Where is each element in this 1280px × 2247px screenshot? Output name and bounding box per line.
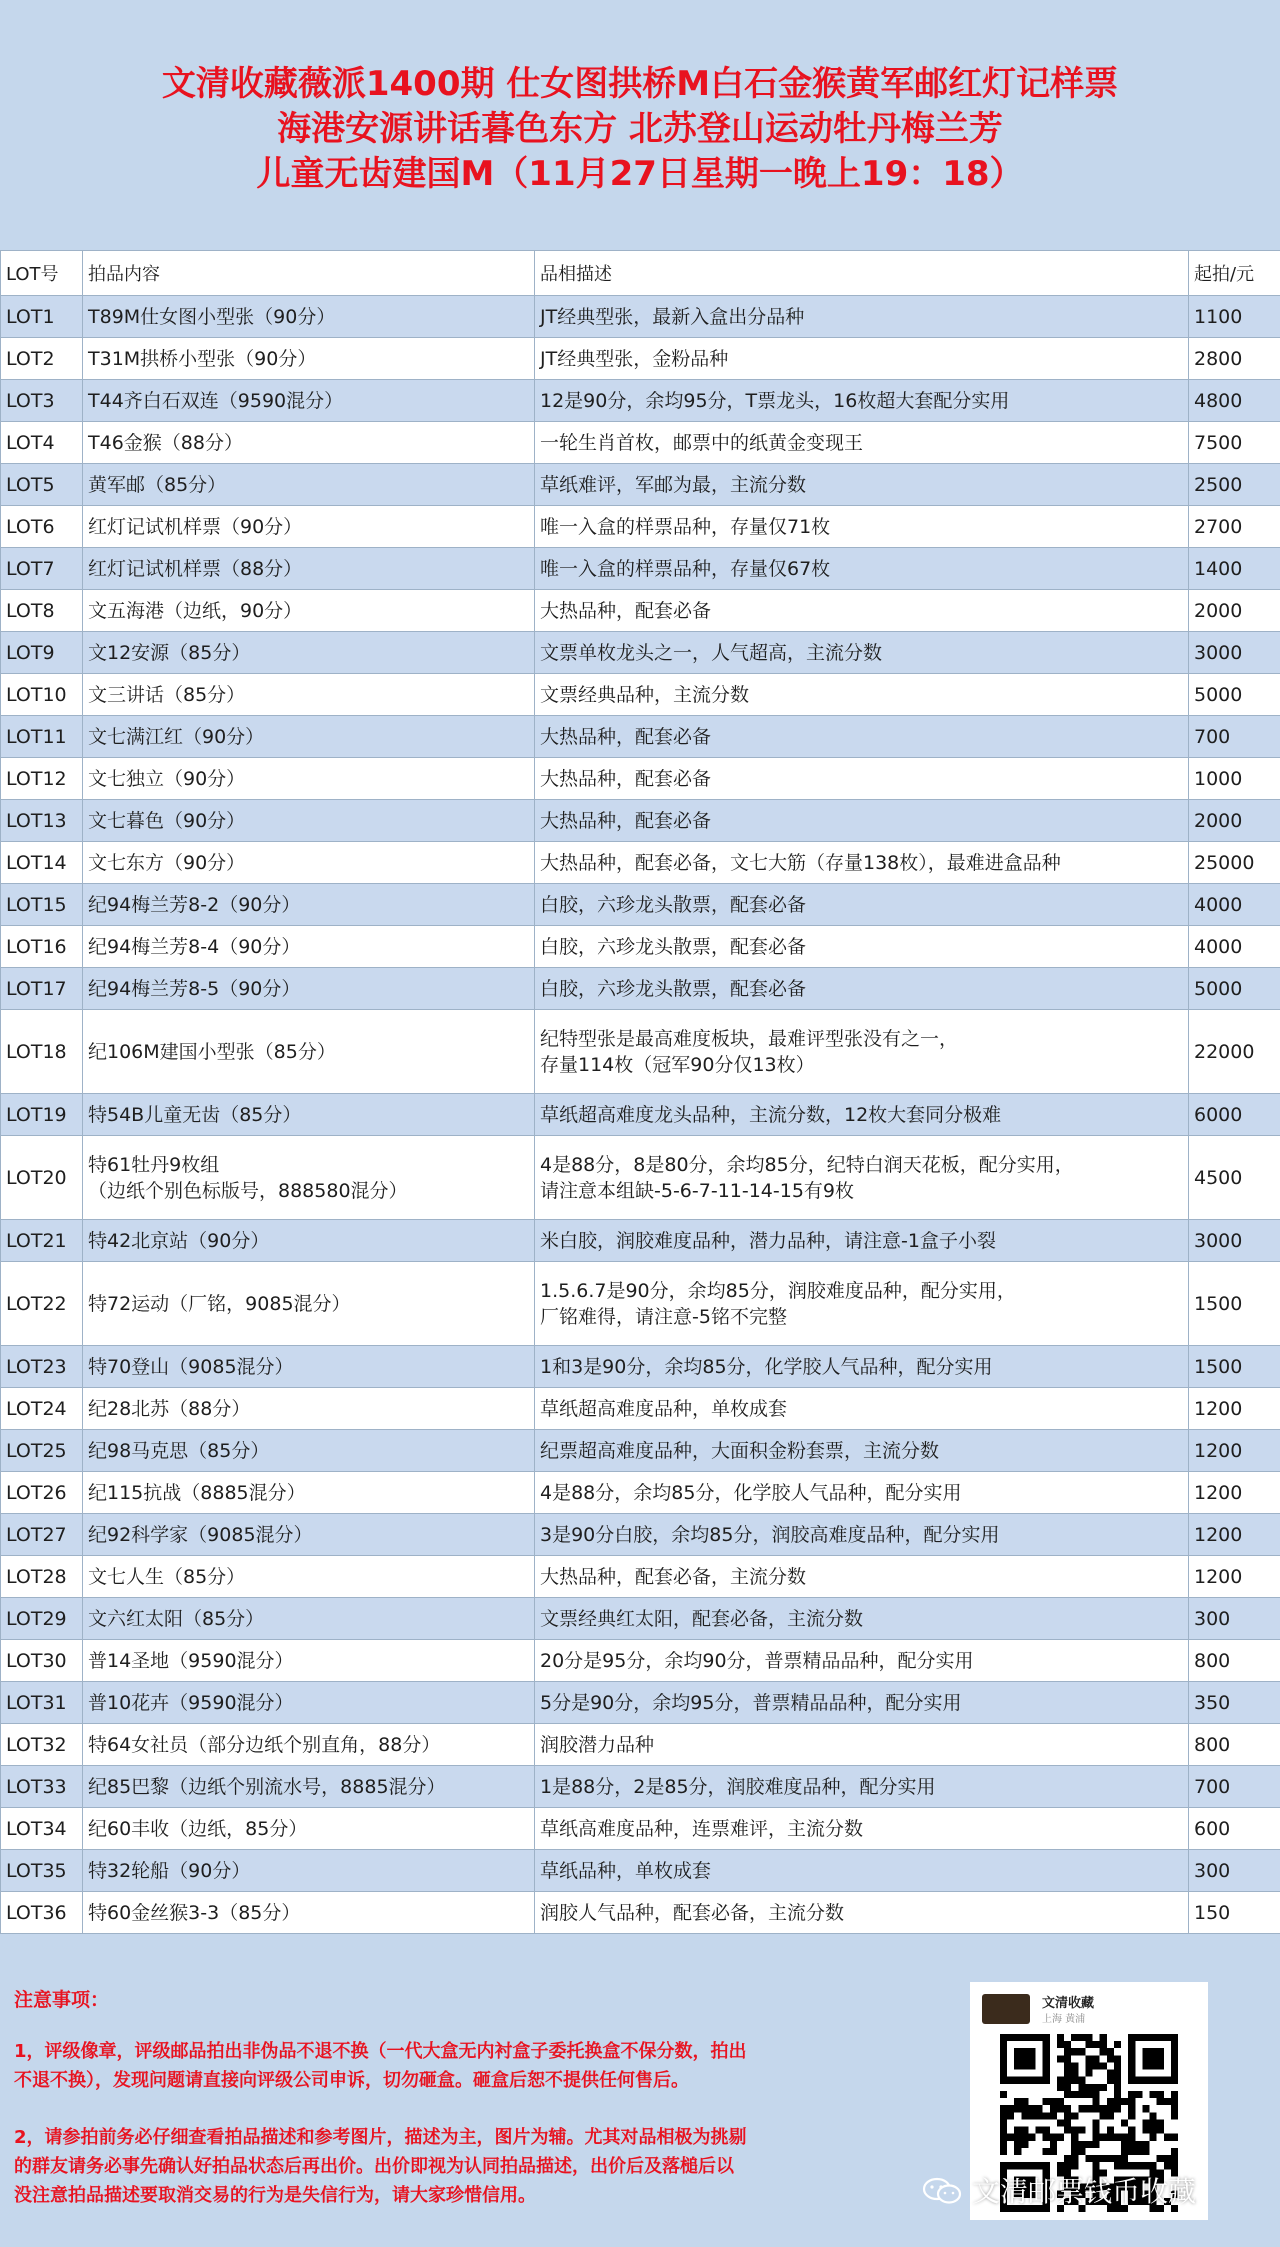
lot-item-line: 纪92科学家（9085混分）	[88, 1523, 313, 1546]
lot-number: LOT30	[1, 1640, 83, 1682]
lot-condition-line: 白胶，六珍龙头散票，配套必备	[540, 977, 807, 1000]
qr-location: 上海 黄浦	[1042, 2014, 1086, 2025]
lot-condition-line: 大热品种，配套必备，文七大筋（存量138枚），最难进盒品种	[540, 851, 1061, 874]
lot-condition-line: 大热品种，配套必备	[540, 599, 712, 622]
lot-condition-line: 纪特型张是最高难度板块，最难评型张没有之一，	[540, 1027, 959, 1050]
lot-condition	[535, 884, 1189, 926]
lot-item-line: 特60金丝猴3-3（85分）	[88, 1901, 301, 1924]
table-row	[1, 1808, 1280, 1850]
lot-item	[83, 1220, 535, 1262]
lot-condition	[535, 1640, 1189, 1682]
lot-table-body	[1, 296, 1280, 1934]
lot-item	[83, 758, 535, 800]
note-2-line: 的群友请务必事先确认好拍品状态后再出价。出价即视为认同拍品描述，出价后及落槌后以	[14, 2156, 734, 2177]
note-1	[14, 2037, 884, 2095]
lot-item	[83, 338, 535, 380]
lot-number: LOT20	[1, 1136, 83, 1220]
lot-number: LOT2	[1, 338, 83, 380]
lot-price: 2800	[1189, 338, 1280, 380]
lot-condition	[535, 548, 1189, 590]
lot-number: LOT13	[1, 800, 83, 842]
lot-price: 800	[1189, 1640, 1280, 1682]
note-1-line: 1，评级像章，评级邮品拍出非伪品不退不换（一代大盒无内衬盒子委托换盒不保分数，拍出	[14, 2041, 747, 2062]
lot-number: LOT14	[1, 842, 83, 884]
shop-logo-icon	[982, 1994, 1030, 2024]
table-row	[1, 1010, 1280, 1094]
lot-number: LOT15	[1, 884, 83, 926]
lot-condition	[535, 1472, 1189, 1514]
auction-title-line-2: 海港安源讲话暮色东方 北苏登山运动牡丹梅兰芳	[277, 109, 1003, 149]
lot-item	[83, 590, 535, 632]
lot-item	[83, 1724, 535, 1766]
lot-price: 1200	[1189, 1430, 1280, 1472]
lot-price: 1200	[1189, 1472, 1280, 1514]
lot-item-line: 纪94梅兰芳8-2（90分）	[88, 893, 301, 916]
lot-condition	[535, 590, 1189, 632]
lot-price: 1200	[1189, 1388, 1280, 1430]
lot-condition	[535, 1220, 1189, 1262]
lot-item-line: 纪85巴黎（边纸个别流水号，8885混分）	[88, 1775, 446, 1798]
lot-table-header	[1, 251, 1280, 296]
lot-number: LOT36	[1, 1892, 83, 1934]
lot-price: 25000	[1189, 842, 1280, 884]
lot-condition	[535, 674, 1189, 716]
lot-price: 2000	[1189, 800, 1280, 842]
lot-item	[83, 926, 535, 968]
title-block	[0, 0, 1280, 250]
qr-brand-name: 文清收藏	[1042, 1996, 1095, 2011]
lot-number: LOT4	[1, 422, 83, 464]
lot-condition	[535, 1262, 1189, 1346]
lot-condition-line: 润胶潜力品种	[540, 1733, 655, 1756]
lot-item-line: 文七满江红（90分）	[88, 725, 265, 748]
lot-condition	[535, 1136, 1189, 1220]
lot-item-line: 特72运动（厂铭，9085混分）	[88, 1292, 351, 1315]
table-row	[1, 884, 1280, 926]
lot-condition-line: 存量114枚（冠军90分仅13枚）	[540, 1053, 815, 1076]
lot-number: LOT28	[1, 1556, 83, 1598]
lot-item	[83, 1514, 535, 1556]
lot-price: 6000	[1189, 1094, 1280, 1136]
lot-condition-line: 白胶，六珍龙头散票，配套必备	[540, 935, 807, 958]
table-row	[1, 968, 1280, 1010]
lot-item	[83, 674, 535, 716]
table-row	[1, 1556, 1280, 1598]
lot-item-line: 文七人生（85分）	[88, 1565, 246, 1588]
lot-price: 4800	[1189, 380, 1280, 422]
lot-price: 4000	[1189, 926, 1280, 968]
lot-condition	[535, 1346, 1189, 1388]
lot-price: 150	[1189, 1892, 1280, 1934]
table-row	[1, 548, 1280, 590]
lot-item-line: 红灯记试机样票（90分）	[88, 515, 303, 538]
lot-item-line: 普10花卉（9590混分）	[88, 1691, 294, 1714]
table-row	[1, 1850, 1280, 1892]
lot-item	[83, 1472, 535, 1514]
lot-condition-line: 4是88分，余均85分，化学胶人气品种，配分实用	[540, 1481, 962, 1504]
lot-condition-line: 5分是90分，余均95分，普票精品品种，配分实用	[540, 1691, 962, 1714]
lot-condition	[535, 1850, 1189, 1892]
lot-item-line: 黄军邮（85分）	[88, 473, 227, 496]
lot-item	[83, 548, 535, 590]
lot-condition-line: 草纸难评，军邮为最，主流分数	[540, 473, 807, 496]
lot-number: LOT16	[1, 926, 83, 968]
lot-price: 1200	[1189, 1514, 1280, 1556]
wechat-icon	[922, 2176, 962, 2206]
table-row	[1, 842, 1280, 884]
lot-item	[83, 296, 535, 338]
lot-price: 1500	[1189, 1346, 1280, 1388]
lot-condition	[535, 1388, 1189, 1430]
lot-condition-line: 4是88分，8是80分，余均85分，纪特白润天花板，配分实用，	[540, 1153, 1074, 1176]
lot-item	[83, 1010, 535, 1094]
notes-heading: 注意事项：	[14, 1989, 110, 2011]
lot-item-line: 特70登山（9085混分）	[88, 1355, 294, 1378]
lot-condition	[535, 1682, 1189, 1724]
lot-price: 2000	[1189, 590, 1280, 632]
lot-condition	[535, 1892, 1189, 1934]
lot-item-line: 纪115抗战（8885混分）	[88, 1481, 306, 1504]
lot-item	[83, 1850, 535, 1892]
lot-condition-line: 12是90分，余均95分，T票龙头，16枚超大套配分实用	[540, 389, 1010, 412]
lot-item	[83, 716, 535, 758]
table-row	[1, 1682, 1280, 1724]
lot-item-line: 特32轮船（90分）	[88, 1859, 251, 1882]
lot-item-line: 普14圣地（9590混分）	[88, 1649, 294, 1672]
lot-item	[83, 842, 535, 884]
lot-item	[83, 1556, 535, 1598]
lot-item	[83, 632, 535, 674]
lot-condition	[535, 968, 1189, 1010]
header-starting-price: 起拍/元	[1189, 251, 1280, 296]
lot-condition-line: 1.5.6.7是90分，余均85分，润胶难度品种，配分实用，	[540, 1279, 1016, 1302]
note-1-line: 不退不换），发现问题请直接向评级公司申诉，切勿砸盒。砸盒后恕不提供任何售后。	[14, 2070, 689, 2091]
lot-condition	[535, 1556, 1189, 1598]
lot-condition	[535, 800, 1189, 842]
table-row	[1, 674, 1280, 716]
lot-item	[83, 1766, 535, 1808]
lot-item-line: T89M仕女图小型张（90分）	[88, 305, 336, 328]
lot-condition-line: 大热品种，配套必备	[540, 767, 712, 790]
lot-number: LOT35	[1, 1850, 83, 1892]
lot-item	[83, 968, 535, 1010]
lot-number: LOT21	[1, 1220, 83, 1262]
table-row	[1, 1598, 1280, 1640]
lot-number: LOT34	[1, 1808, 83, 1850]
table-row	[1, 1514, 1280, 1556]
lot-condition-line: 大热品种，配套必备	[540, 725, 712, 748]
lot-condition	[535, 758, 1189, 800]
lot-number: LOT12	[1, 758, 83, 800]
lot-number: LOT8	[1, 590, 83, 632]
lot-price: 1000	[1189, 758, 1280, 800]
note-2-line: 2，请参拍前务必仔细查看拍品描述和参考图片，描述为主，图片为辅。尤其对品相极为挑剔	[14, 2127, 747, 2148]
table-row	[1, 1388, 1280, 1430]
table-row	[1, 1766, 1280, 1808]
table-row	[1, 926, 1280, 968]
lot-item-line: T31M拱桥小型张（90分）	[88, 347, 317, 370]
lot-condition-line: 草纸高难度品种，连票难评，主流分数	[540, 1817, 864, 1840]
lot-condition-line: 米白胶，润胶难度品种，潜力品种，请注意-1盒子小裂	[540, 1229, 996, 1252]
lot-condition-line: 厂铭难得，请注意-5铭不完整	[540, 1305, 787, 1328]
lot-condition-line: 草纸超高难度龙头品种，主流分数，12枚大套同分极难	[540, 1103, 1002, 1126]
lot-item-line: 纪28北苏（88分）	[88, 1397, 251, 1420]
lot-item-line: 文三讲话（85分）	[88, 683, 246, 706]
table-row	[1, 422, 1280, 464]
table-row	[1, 1346, 1280, 1388]
table-row	[1, 1724, 1280, 1766]
lot-item-line: 文六红太阳（85分）	[88, 1607, 265, 1630]
lot-item	[83, 422, 535, 464]
lot-condition-line: 一轮生肖首枚，邮票中的纸黄金变现王	[540, 431, 864, 454]
lot-condition	[535, 716, 1189, 758]
lot-condition-line: JT经典型张，金粉品种	[540, 347, 729, 370]
lot-condition-line: 文票经典品种，主流分数	[540, 683, 750, 706]
table-row	[1, 716, 1280, 758]
table-row	[1, 464, 1280, 506]
lot-condition	[535, 1724, 1189, 1766]
lot-item	[83, 506, 535, 548]
lot-condition	[535, 296, 1189, 338]
table-row	[1, 296, 1280, 338]
note-2-line: 没注意拍品描述要取消交易的行为是失信行为，请大家珍惜信用。	[14, 2185, 536, 2206]
lot-number: LOT27	[1, 1514, 83, 1556]
lot-item-line: 纪94梅兰芳8-4（90分）	[88, 935, 301, 958]
lot-condition	[535, 1010, 1189, 1094]
lot-price: 3000	[1189, 1220, 1280, 1262]
lot-item-line: （边纸个别色标版号，888580混分）	[88, 1179, 408, 1202]
lot-price: 350	[1189, 1682, 1280, 1724]
table-row	[1, 800, 1280, 842]
header-lot-number: LOT号	[1, 251, 83, 296]
lot-condition	[535, 1430, 1189, 1472]
table-row	[1, 590, 1280, 632]
lot-price: 800	[1189, 1724, 1280, 1766]
table-row	[1, 1640, 1280, 1682]
lot-item	[83, 800, 535, 842]
lot-number: LOT1	[1, 296, 83, 338]
lot-item	[83, 1598, 535, 1640]
lot-price: 300	[1189, 1850, 1280, 1892]
lot-condition-line: 草纸品种，单枚成套	[540, 1859, 712, 1882]
lot-item-line: 特54B儿童无齿（85分）	[88, 1103, 302, 1126]
lot-price: 2700	[1189, 506, 1280, 548]
lot-price: 22000	[1189, 1010, 1280, 1094]
table-row	[1, 632, 1280, 674]
lot-condition	[535, 842, 1189, 884]
lot-item-line: 纪98马克思（85分）	[88, 1439, 270, 1462]
lot-condition-line: 1是88分，2是85分，润胶难度品种，配分实用	[540, 1775, 936, 1798]
table-row	[1, 506, 1280, 548]
lot-condition	[535, 1514, 1189, 1556]
lot-price: 700	[1189, 716, 1280, 758]
lot-condition	[535, 338, 1189, 380]
lot-item	[83, 1808, 535, 1850]
lot-condition-line: 唯一入盒的样票品种，存量仅71枚	[540, 515, 831, 538]
lot-item	[83, 1346, 535, 1388]
lot-condition-line: 1和3是90分，余均85分，化学胶人气品种，配分实用	[540, 1355, 993, 1378]
auction-title-line-3: 儿童无齿建国M（11月27日星期一晚上19：18）	[256, 154, 1024, 194]
lot-number: LOT18	[1, 1010, 83, 1094]
lot-item-line: 特64女社员（部分边纸个别直角，88分）	[88, 1733, 441, 1756]
lot-number: LOT19	[1, 1094, 83, 1136]
table-row	[1, 1430, 1280, 1472]
lot-condition	[535, 464, 1189, 506]
auction-title-line-1: 文清收藏薇派1400期 仕女图拱桥M白石金猴黄军邮红灯记样票	[161, 64, 1119, 104]
table-row	[1, 758, 1280, 800]
table-row	[1, 1892, 1280, 1934]
lot-item	[83, 1430, 535, 1472]
lot-item-line: 纪60丰收（边纸，85分）	[88, 1817, 308, 1840]
lot-number: LOT17	[1, 968, 83, 1010]
lot-item-line: 红灯记试机样票（88分）	[88, 557, 303, 580]
header-item: 拍品内容	[83, 251, 535, 296]
note-2	[14, 2123, 884, 2210]
table-row	[1, 1136, 1280, 1220]
lot-item	[83, 1136, 535, 1220]
lot-item-line: 文五海港（边纸，90分）	[88, 599, 303, 622]
lot-number: LOT33	[1, 1766, 83, 1808]
lot-number: LOT9	[1, 632, 83, 674]
wechat-account-name: 文清邮票钱币收藏	[972, 2175, 1197, 2208]
lot-price: 4500	[1189, 1136, 1280, 1220]
lot-condition-line: 3是90分白胶，余均85分，润胶高难度品种，配分实用	[540, 1523, 1000, 1546]
lot-price: 600	[1189, 1808, 1280, 1850]
lot-condition	[535, 632, 1189, 674]
lot-item	[83, 1892, 535, 1934]
lot-condition-line: 白胶，六珍龙头散票，配套必备	[540, 893, 807, 916]
lot-number: LOT10	[1, 674, 83, 716]
lot-price: 2500	[1189, 464, 1280, 506]
lot-number: LOT22	[1, 1262, 83, 1346]
lot-number: LOT5	[1, 464, 83, 506]
lot-condition-line: 纪票超高难度品种，大面积金粉套票，主流分数	[540, 1439, 940, 1462]
lot-condition-line: JT经典型张，最新入盒出分品种	[540, 305, 805, 328]
lot-item-line: T46金猴（88分）	[88, 431, 243, 454]
lot-item	[83, 1094, 535, 1136]
lot-item-line: 文12安源（85分）	[88, 641, 251, 664]
lot-price: 5000	[1189, 674, 1280, 716]
lot-item-line: 文七东方（90分）	[88, 851, 246, 874]
lot-number: LOT11	[1, 716, 83, 758]
lot-item	[83, 464, 535, 506]
lot-condition	[535, 380, 1189, 422]
table-row	[1, 1262, 1280, 1346]
lot-condition-line: 大热品种，配套必备，主流分数	[540, 1565, 807, 1588]
lot-condition-line: 请注意本组缺-5-6-7-11-14-15有9枚	[540, 1179, 855, 1202]
lot-item	[83, 1682, 535, 1724]
lot-number: LOT6	[1, 506, 83, 548]
lot-item	[83, 1388, 535, 1430]
lot-price: 300	[1189, 1598, 1280, 1640]
lot-condition	[535, 506, 1189, 548]
lot-number: LOT25	[1, 1430, 83, 1472]
lot-price: 5000	[1189, 968, 1280, 1010]
lot-number: LOT26	[1, 1472, 83, 1514]
lot-table	[0, 250, 1280, 1934]
lot-item-line: 文七独立（90分）	[88, 767, 246, 790]
table-row	[1, 380, 1280, 422]
lot-number: LOT31	[1, 1682, 83, 1724]
lot-item-line: 纪106M建国小型张（85分）	[88, 1040, 336, 1063]
lot-price: 1400	[1189, 548, 1280, 590]
lot-item-line: 特42北京站（90分）	[88, 1229, 270, 1252]
lot-price: 7500	[1189, 422, 1280, 464]
lot-condition-line: 润胶人气品种，配套必备，主流分数	[540, 1901, 845, 1924]
table-row	[1, 1220, 1280, 1262]
lot-price: 4000	[1189, 884, 1280, 926]
lot-item	[83, 380, 535, 422]
lot-price: 1500	[1189, 1262, 1280, 1346]
lot-number: LOT7	[1, 548, 83, 590]
lot-condition	[535, 1808, 1189, 1850]
lot-condition-line: 唯一入盒的样票品种，存量仅67枚	[540, 557, 831, 580]
lot-condition	[535, 926, 1189, 968]
lot-condition-line: 文票经典红太阳，配套必备，主流分数	[540, 1607, 864, 1630]
table-row	[1, 1094, 1280, 1136]
lot-price: 1100	[1189, 296, 1280, 338]
lot-item-line: T44齐白石双连（9590混分）	[88, 389, 344, 412]
lot-number: LOT3	[1, 380, 83, 422]
table-row	[1, 338, 1280, 380]
lot-number: LOT24	[1, 1388, 83, 1430]
lot-condition-line: 大热品种，配套必备	[540, 809, 712, 832]
lot-condition-line: 文票单枚龙头之一，人气超高，主流分数	[540, 641, 883, 664]
lot-item-line: 特61牡丹9枚组	[88, 1153, 220, 1176]
lot-condition-line: 草纸超高难度品种，单枚成套	[540, 1397, 788, 1420]
lot-number: LOT32	[1, 1724, 83, 1766]
lot-price: 700	[1189, 1766, 1280, 1808]
lot-item-line: 文七暮色（90分）	[88, 809, 246, 832]
lot-condition	[535, 1766, 1189, 1808]
table-row	[1, 1472, 1280, 1514]
lot-price: 3000	[1189, 632, 1280, 674]
lot-item-line: 纪94梅兰芳8-5（90分）	[88, 977, 301, 1000]
lot-number: LOT29	[1, 1598, 83, 1640]
header-condition: 品相描述	[535, 251, 1189, 296]
lot-price: 1200	[1189, 1556, 1280, 1598]
lot-condition	[535, 1598, 1189, 1640]
lot-number: LOT23	[1, 1346, 83, 1388]
lot-condition	[535, 422, 1189, 464]
lot-item	[83, 1640, 535, 1682]
lot-condition-line: 20分是95分，余均90分，普票精品品种，配分实用	[540, 1649, 974, 1672]
lot-condition	[535, 1094, 1189, 1136]
lot-item	[83, 1262, 535, 1346]
lot-item	[83, 884, 535, 926]
